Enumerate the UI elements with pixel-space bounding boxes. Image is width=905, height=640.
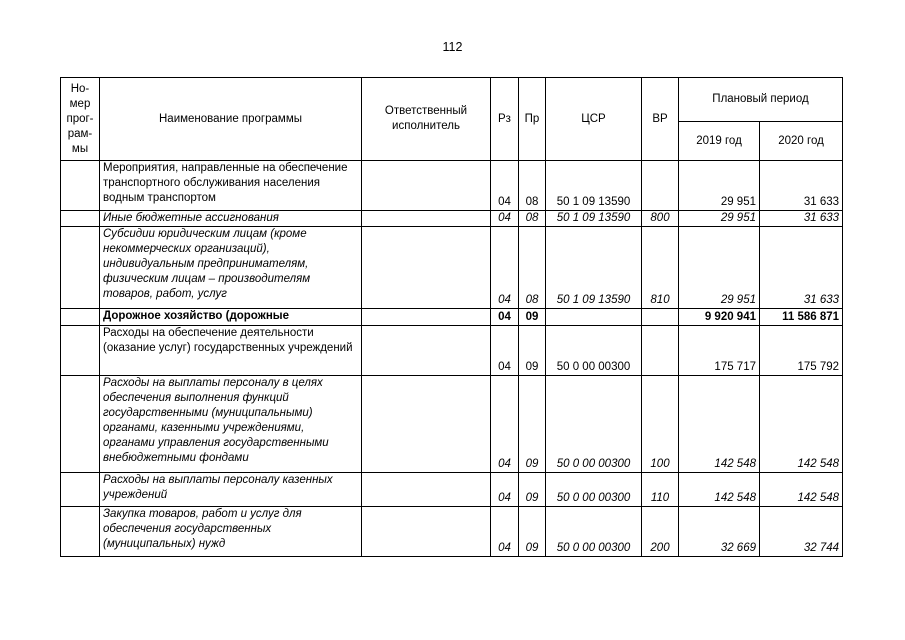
program-name-cell: Расходы на выплаты персоналу в целях обеспечения выполнения функций государственными (муниципальными) органами, казенными учреждениями, органами управления государственными внебюджетными фондами — [100, 376, 362, 473]
csr-cell: 50 0 00 00300 — [546, 376, 642, 473]
row-number-cell — [61, 161, 100, 211]
value-2020-cell: 31 633 — [760, 161, 843, 211]
pr-cell: 08 — [519, 161, 546, 211]
program-table — [60, 77, 843, 557]
executor-cell — [362, 376, 491, 473]
value-2020-cell: 31 633 — [760, 211, 843, 227]
csr-cell: 50 0 00 00300 — [546, 507, 642, 557]
program-name-cell: Мероприятия, направленные на обеспечение транспортного обслуживания населения водным транспортом — [100, 161, 362, 211]
vr-cell: 100 — [642, 376, 679, 473]
header-program-name: Наименование программы — [100, 78, 362, 161]
program-name-cell: Дорожное хозяйство (дорожные — [100, 309, 362, 326]
row-number-cell — [61, 473, 100, 507]
vr-cell: 110 — [642, 473, 679, 507]
page-number: 112 — [442, 40, 463, 54]
vr-cell — [642, 161, 679, 211]
executor-cell — [362, 211, 491, 227]
table-row — [61, 309, 843, 326]
rz-cell: 04 — [491, 227, 519, 309]
table-row — [61, 376, 843, 473]
program-name-cell: Субсидии юридическим лицам (кроме некоммерческих организаций), индивидуальным предпринимателям, физическим лицам – производителям товаров, работ, услуг — [100, 227, 362, 309]
value-2020-cell: 32 744 — [760, 507, 843, 557]
executor-cell — [362, 227, 491, 309]
header-csr: ЦСР — [546, 78, 642, 161]
table-row — [61, 507, 843, 557]
header-pr: Пр — [519, 78, 546, 161]
header-year-2020: 2020 год — [760, 122, 843, 161]
table-row — [61, 473, 843, 507]
program-name-cell: Расходы на выплаты персоналу казенных учреждений — [100, 473, 362, 507]
rz-cell: 04 — [491, 161, 519, 211]
table-row — [61, 227, 843, 309]
value-2019-cell: 175 717 — [679, 326, 760, 376]
vr-cell: 200 — [642, 507, 679, 557]
pr-cell: 08 — [519, 211, 546, 227]
table-row — [61, 326, 843, 376]
executor-cell — [362, 507, 491, 557]
value-2019-cell: 29 951 — [679, 211, 760, 227]
value-2019-cell: 32 669 — [679, 507, 760, 557]
executor-cell — [362, 309, 491, 326]
row-number-cell — [61, 309, 100, 326]
value-2020-cell: 142 548 — [760, 376, 843, 473]
header-program-number: Но- мер прог- рам- мы — [61, 78, 100, 161]
rz-cell: 04 — [491, 507, 519, 557]
executor-cell — [362, 161, 491, 211]
csr-cell: 50 1 09 13590 — [546, 227, 642, 309]
pr-cell: 08 — [519, 227, 546, 309]
program-name-cell: Расходы на обеспечение деятельности (оказание услуг) государственных учреждений — [100, 326, 362, 376]
rz-cell: 04 — [491, 326, 519, 376]
value-2019-cell: 9 920 941 — [679, 309, 760, 326]
vr-cell — [642, 326, 679, 376]
row-number-cell — [61, 507, 100, 557]
csr-cell: 50 0 00 00300 — [546, 473, 642, 507]
header-executor: Ответственный исполнитель — [362, 78, 491, 161]
row-number-cell — [61, 211, 100, 227]
rz-cell: 04 — [491, 376, 519, 473]
value-2019-cell: 29 951 — [679, 161, 760, 211]
rz-cell: 04 — [491, 211, 519, 227]
vr-cell: 810 — [642, 227, 679, 309]
row-number-cell — [61, 227, 100, 309]
pr-cell: 09 — [519, 309, 546, 326]
value-2020-cell: 31 633 — [760, 227, 843, 309]
program-name-cell: Закупка товаров, работ и услуг для обеспечения государственных (муниципальных) нужд — [100, 507, 362, 557]
vr-cell — [642, 309, 679, 326]
table-row — [61, 161, 843, 211]
csr-cell: 50 0 00 00300 — [546, 326, 642, 376]
pr-cell: 09 — [519, 376, 546, 473]
csr-cell — [546, 309, 642, 326]
csr-cell: 50 1 09 13590 — [546, 211, 642, 227]
header-rz: Рз — [491, 78, 519, 161]
value-2019-cell: 142 548 — [679, 376, 760, 473]
table-row — [61, 211, 843, 227]
csr-cell: 50 1 09 13590 — [546, 161, 642, 211]
program-name-cell: Иные бюджетные ассигнования — [100, 211, 362, 227]
rz-cell: 04 — [491, 309, 519, 326]
row-number-cell — [61, 326, 100, 376]
vr-cell: 800 — [642, 211, 679, 227]
value-2019-cell: 29 951 — [679, 227, 760, 309]
pr-cell: 09 — [519, 507, 546, 557]
value-2020-cell: 11 586 871 — [760, 309, 843, 326]
executor-cell — [362, 326, 491, 376]
value-2020-cell: 142 548 — [760, 473, 843, 507]
row-number-cell — [61, 376, 100, 473]
executor-cell — [362, 473, 491, 507]
header-year-2019: 2019 год — [679, 122, 760, 161]
value-2020-cell: 175 792 — [760, 326, 843, 376]
pr-cell: 09 — [519, 326, 546, 376]
header-planned-period: Плановый период — [679, 78, 843, 122]
pr-cell: 09 — [519, 473, 546, 507]
header-vr: ВР — [642, 78, 679, 161]
rz-cell: 04 — [491, 473, 519, 507]
value-2019-cell: 142 548 — [679, 473, 760, 507]
